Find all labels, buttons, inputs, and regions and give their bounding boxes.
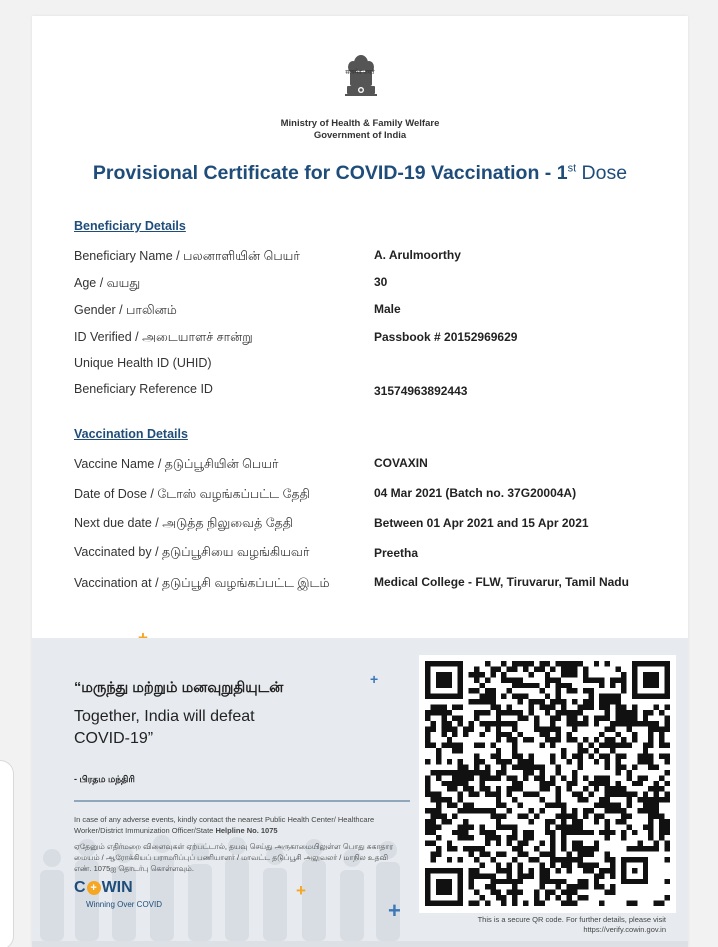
bottom-strip	[32, 941, 688, 947]
id-verified-value: Passbook # 20152969629	[374, 330, 518, 344]
helpline-tamil: ஏதேனும் எதிர்மறை விளைவுகள் ஏற்பட்டால், தயவு செய்து அருகாமையிலுள்ள பொது சுகாதார மையம் / ஆரோக்கியப் பராமரிப்புப் பணியாளர் / மாவட்ட தடுப்பூசி அலுவலர் / மாநில உதவி எண். 1075ஐ தொடர்பு கொள்ளவும்.	[74, 842, 394, 873]
qr-note-line1: This is a secure QR code. For further details, please visit	[477, 915, 666, 924]
plus-decoration-icon: +	[388, 898, 401, 923]
emblem-motto: सत्यमेव जयते	[345, 70, 375, 76]
beneficiary-heading: Beneficiary Details	[74, 219, 186, 233]
dose-date-label: Date of Dose / டோஸ் வழங்கப்பட்ட தேதி	[74, 487, 310, 501]
cowin-logo: C + WIN	[74, 879, 133, 896]
age-label: Age / வயது	[74, 276, 141, 290]
reference-id-label: Beneficiary Reference ID	[74, 382, 213, 396]
next-due-label: Next due date / அடுத்த நிலுவைத் தேதி	[74, 516, 293, 530]
quote-english-line1: Together, India will defeat	[74, 708, 255, 725]
vaccine-name-value: COVAXIN	[374, 456, 428, 470]
plus-decoration-icon: +	[370, 671, 379, 687]
next-due-value: Between 01 Apr 2021 and 15 Apr 2021	[374, 516, 589, 530]
footer-divider	[74, 800, 410, 802]
quote-tamil: “மருந்து மற்றும் மனவுறுதியுடன்	[74, 680, 284, 696]
dose-date-value: 04 Mar 2021 (Batch no. 37G20004A)	[374, 486, 577, 500]
beneficiary-name-label: Beneficiary Name / பலனாளியின் பெயர்	[74, 249, 300, 263]
quote-english-line2: COVID-19”	[74, 730, 154, 747]
certificate-title: Provisional Certificate for COVID-19 Vaccination - 1st Dose	[92, 162, 628, 184]
id-verified-label: ID Verified / அடையாளச் சான்று	[74, 330, 253, 344]
uhid-label: Unique Health ID (UHID)	[74, 356, 212, 370]
qr-code-icon	[425, 661, 670, 906]
certificate	[32, 16, 688, 947]
vaccinated-by-value: Preetha	[374, 546, 419, 560]
ministry-name: Ministry of Health & Family Welfare	[280, 118, 440, 129]
footer-panel	[32, 638, 688, 941]
qr-note	[419, 915, 666, 934]
gender-label: Gender / பாலினம்	[74, 303, 177, 317]
age-value: 30	[374, 275, 388, 289]
ashoka-emblem-icon	[341, 53, 381, 113]
cowin-tagline: Winning Over COVID	[86, 900, 163, 909]
beneficiary-name-value: A. Arulmoorthy	[374, 248, 461, 262]
qr-note-link[interactable]: https://verify.cowin.gov.in	[583, 924, 666, 934]
vaccination-heading: Vaccination Details	[74, 427, 188, 441]
helpline-english: In case of any adverse events, kindly contact the nearest Public Health Center/ Healthcare Worker/District Immunization Officer/State Helpline No. 1075	[74, 815, 375, 835]
gender-value: Male	[374, 302, 401, 316]
qr-code[interactable]	[419, 655, 676, 913]
vaccination-at-label: Vaccination at / தடுப்பூசி வழங்கப்பட்ட இடம்	[74, 576, 330, 590]
vaccine-name-label: Vaccine Name / தடுப்பூசியின் பெயர்	[74, 457, 279, 471]
government-name: Government of India	[313, 130, 407, 141]
side-tab[interactable]	[0, 760, 14, 947]
vaccinated-by-label: Vaccinated by / தடுப்பூசியை வழங்கியவர்	[74, 545, 310, 559]
reference-id-value: 31574963892443	[374, 384, 468, 398]
vaccination-at-value: Medical College - FLW, Tiruvarur, Tamil Nadu	[374, 575, 629, 589]
quote-attribution: - பிரதம மந்திரி	[74, 774, 135, 784]
plus-decoration-icon: +	[296, 881, 306, 900]
